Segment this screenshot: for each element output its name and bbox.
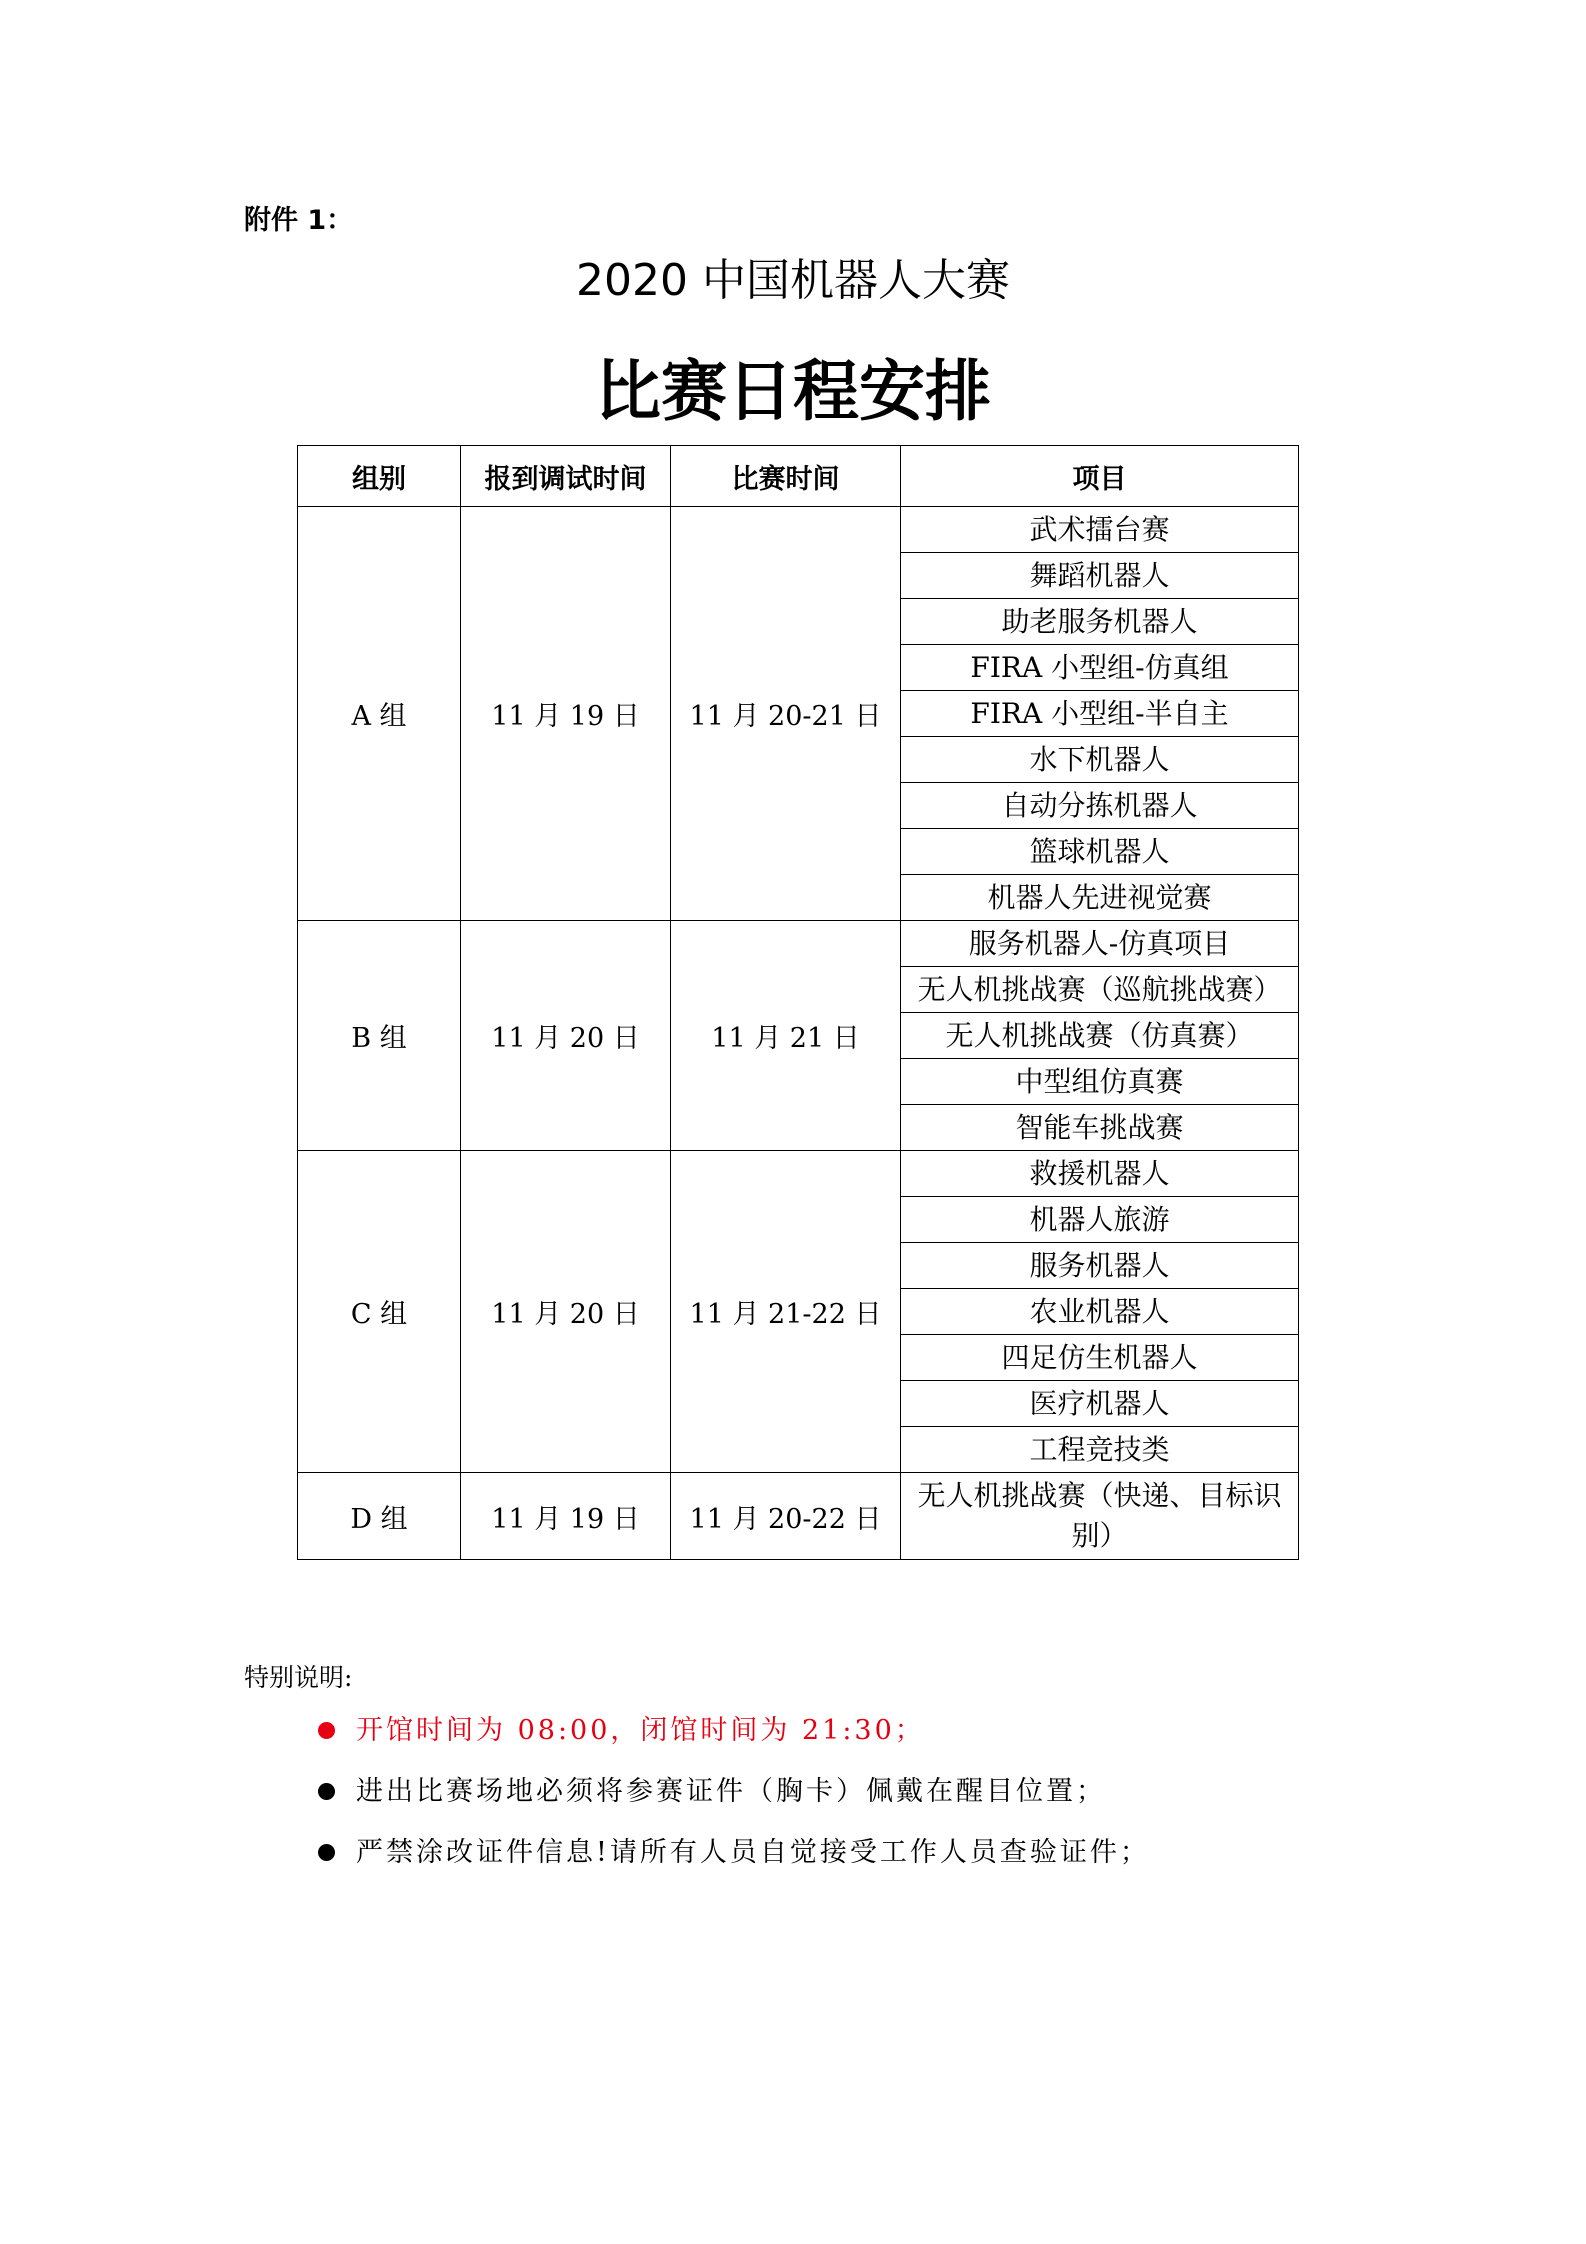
notes-title: 特别说明: — [244, 1663, 353, 1692]
table-row — [298, 1473, 1299, 1560]
project-cell: 武术擂台赛 — [901, 507, 1299, 553]
note-text: 开馆时间为 08:00，闭馆时间为 21:30； — [356, 1715, 925, 1746]
group-cell: D 组 — [298, 1473, 461, 1560]
project-cell: 四足仿生机器人 — [901, 1335, 1299, 1381]
group-cell: B 组 — [298, 921, 461, 1151]
project-cell: 无人机挑战赛（巡航挑战赛） — [901, 967, 1299, 1013]
checkin-time-cell: 11 月 20 日 — [461, 921, 671, 1151]
note-item — [316, 1700, 1150, 1761]
project-cell: FIRA 小型组-仿真组 — [901, 645, 1299, 691]
header-group: 组别 — [298, 446, 461, 507]
bullet-icon — [318, 1844, 335, 1861]
project-cell: 智能车挑战赛 — [901, 1105, 1299, 1151]
competition-time-cell: 11 月 21-22 日 — [671, 1151, 901, 1473]
bullet-icon — [318, 1722, 335, 1739]
project-cell: 篮球机器人 — [901, 829, 1299, 875]
group-cell: C 组 — [298, 1151, 461, 1473]
project-cell: 机器人先进视觉赛 — [901, 875, 1299, 921]
project-cell: 机器人旅游 — [901, 1197, 1299, 1243]
table-row — [298, 1151, 1299, 1197]
notes-list — [316, 1700, 1150, 1883]
header-competition-time: 比赛时间 — [671, 446, 901, 507]
project-cell: 水下机器人 — [901, 737, 1299, 783]
table-header-row — [298, 446, 1299, 507]
attachment-label: 附件 1： — [244, 205, 354, 236]
note-item — [316, 1822, 1150, 1883]
project-cell: 无人机挑战赛（仿真赛） — [901, 1013, 1299, 1059]
project-cell: 无人机挑战赛（快递、目标识别） — [901, 1473, 1299, 1560]
header-project: 项目 — [901, 446, 1299, 507]
header-checkin-time: 报到调试时间 — [461, 446, 671, 507]
table-row — [298, 921, 1299, 967]
checkin-time-cell: 11 月 19 日 — [461, 507, 671, 921]
competition-time-cell: 11 月 20-21 日 — [671, 507, 901, 921]
project-cell: 舞蹈机器人 — [901, 553, 1299, 599]
note-text: 进出比赛场地必须将参赛证件（胸卡）佩戴在醒目位置； — [356, 1776, 1106, 1807]
checkin-time-cell: 11 月 19 日 — [461, 1473, 671, 1560]
checkin-time-cell: 11 月 20 日 — [461, 1151, 671, 1473]
group-cell: A 组 — [298, 507, 461, 921]
note-text: 严禁涂改证件信息!请所有人员自觉接受工作人员查验证件； — [356, 1837, 1150, 1868]
document-title: 2020 中国机器人大赛 — [576, 255, 1010, 306]
schedule-body — [298, 507, 1299, 1560]
project-cell: 救援机器人 — [901, 1151, 1299, 1197]
project-cell: 助老服务机器人 — [901, 599, 1299, 645]
project-cell: 工程竞技类 — [901, 1427, 1299, 1473]
project-cell: 医疗机器人 — [901, 1381, 1299, 1427]
note-item — [316, 1761, 1150, 1822]
project-cell: 服务机器人-仿真项目 — [901, 921, 1299, 967]
document-subtitle: 比赛日程安排 — [595, 353, 991, 430]
table-row — [298, 507, 1299, 553]
competition-time-cell: 11 月 21 日 — [671, 921, 901, 1151]
competition-time-cell: 11 月 20-22 日 — [671, 1473, 901, 1560]
project-cell: 自动分拣机器人 — [901, 783, 1299, 829]
project-cell: 服务机器人 — [901, 1243, 1299, 1289]
project-cell: 农业机器人 — [901, 1289, 1299, 1335]
bullet-icon — [318, 1783, 335, 1800]
project-cell: FIRA 小型组-半自主 — [901, 691, 1299, 737]
project-cell: 中型组仿真赛 — [901, 1059, 1299, 1105]
schedule-table — [297, 445, 1299, 1560]
